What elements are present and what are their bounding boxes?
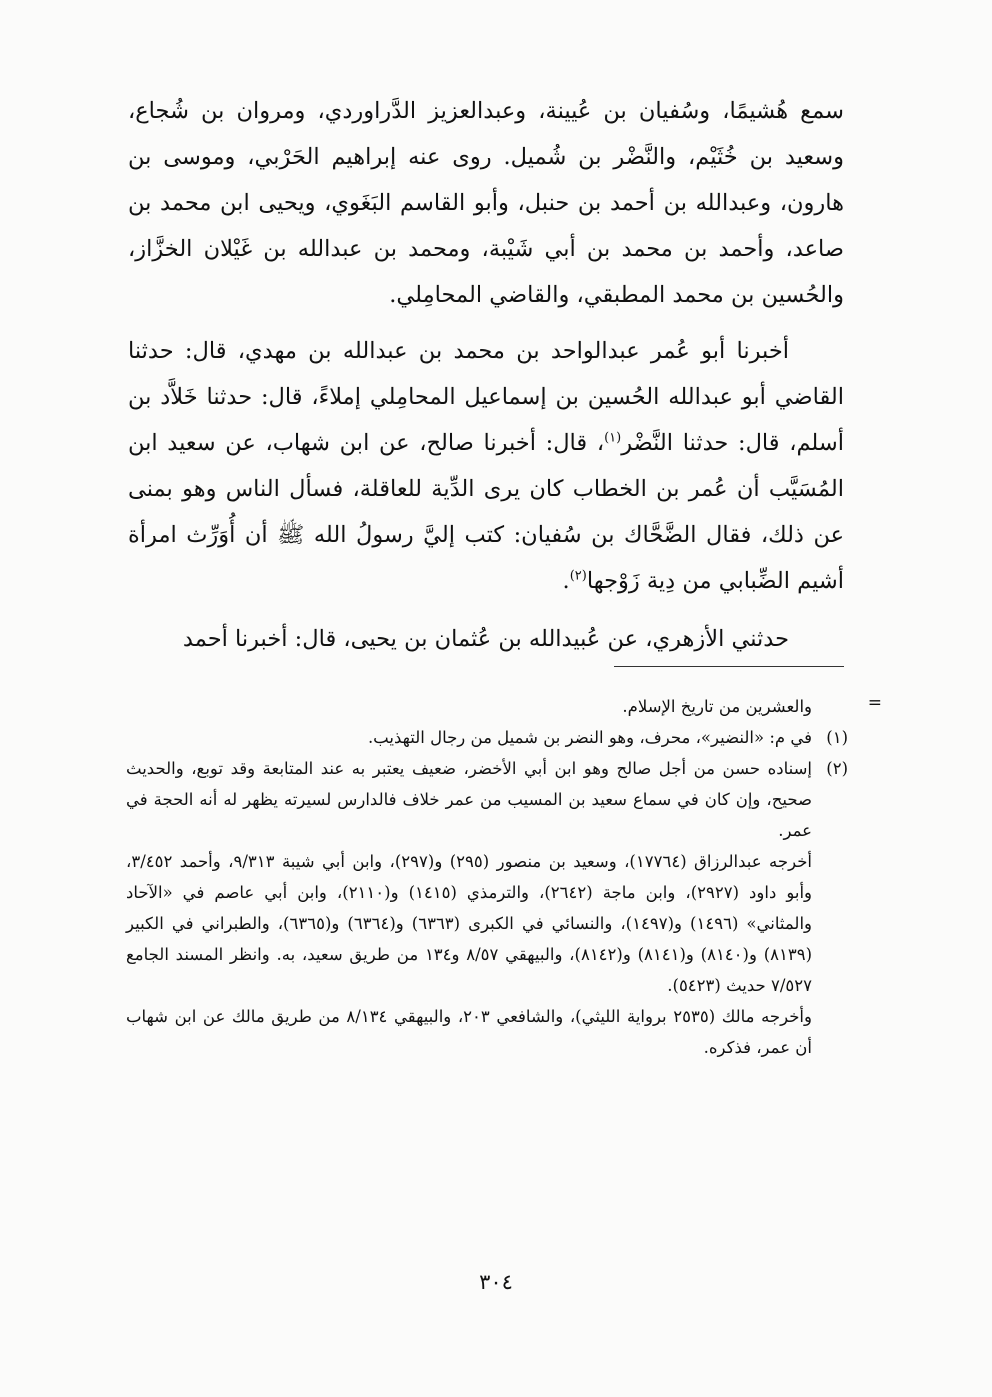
footnote-1-text: في م: «النضير»، محرف، وهو النضر بن شميل من رجال التهذيب.	[367, 728, 812, 747]
footnote-continuation: والعشرين من تاريخ الإسلام.	[622, 697, 812, 716]
isnad-paragraph: حدثني الأزهري، عن عُبيدالله بن عُثمان بن يحيى، قال: أخبرنا أحمد	[182, 626, 789, 652]
footnote-2-marker: (٢)	[826, 759, 848, 778]
footnote-ref-1[interactable]: (١)	[604, 430, 622, 446]
page-number: ٣٠٤	[479, 1270, 513, 1294]
hadith-paragraph	[128, 328, 844, 604]
footnote-ref-2[interactable]: (٢)	[569, 568, 587, 584]
hadith-text-part-1: أخبرنا أبو عُمر عبدالواحد بن محمد بن عبدالله بن مهدي، قال: حدثنا القاضي أبو عبدالله الحُسين بن إسماعيل المحامِلي إملاءً، قال: حدثنا خَلاَّد بن أسلم، قال: حدثنا النَّضْر	[128, 338, 844, 456]
hadith-text-end: .	[562, 568, 570, 594]
biography-paragraph: سمع هُشيمًا، وسُفيان بن عُيينة، وعبدالعزيز الدَّراوردي، ومروان بن شُجاع، وسعيد بن خُثَيْم، والنَّضْر بن شُميل. روى عنه إبراهيم الحَرْبي، وموسى بن هارون، وعبدالله بن أحمد بن حنبل، وأبو القاسم البَغَوي، ويحيى ابن محمد بن صاعد، وأحمد بن محمد بن أبي شَيْبة، ومحمد بن عبدالله بن غَيْلان الخزَّاز، والحُسين بن محمد المطبقي، والقاضي المحامِلي.	[128, 98, 844, 308]
footnote-1	[126, 722, 848, 753]
footnote-2-sources: أخرجه عبدالرزاق (١٧٧٦٤)، وسعيد بن منصور (٢٩٥) و(٢٩٧)، وابن أبي شيبة ٩/٣١٣، وأحمد ٣/٤٥٢، وأبو داود (٢٩٢٧)، وابن ماجة (٢٦٤٢)، والترمذي (١٤١٥) و(٢١١٠)، وابن أبي عاصم في «الآحاد والمثاني» (١٤٩٦) و(١٤٩٧)، والنسائي في الكبرى (٦٣٦٣) و(٦٣٦٤) و(٦٣٦٥)، والطبراني في الكبير (٨١٣٩) و(٨١٤٠) و(٨١٤١) و(٨١٤٢)، والبيهقي ٨/٥٧ و١٣٤ من طريق سعيد، به. وانظر المسند الجامع ٧/٥٢٧ حديث (٥٤٢٣).	[126, 852, 813, 995]
footnotes	[126, 691, 848, 1063]
continuation-mark: =	[867, 693, 882, 713]
footnote-1-marker: (١)	[826, 728, 848, 747]
footnote-2-text: إسناده حسن من أجل صالح وهو ابن أبي الأخضر، ضعيف يعتبر به عند المتابعة وقد توبع، والحديث صحيح، وإن كان في سماع سعيد بن المسيب من عمر خلاف فالدارس لسيرته يظهر له أنه الحجة في عمر.	[126, 759, 812, 840]
footnote-2	[126, 753, 848, 846]
footnote-2-sources-2: وأخرجه مالك (٢٥٣٥ برواية الليثي)، والشافعي ٢٠٣، والبيهقي ٨/١٣٤ من طريق مالك عن ابن شهاب أن عمر، فذكره.	[126, 1007, 812, 1057]
hadith-text-part-2: ، قال: أخبرنا صالح، عن ابن شهاب، عن سعيد ابن المُسَيَّب أن عُمر بن الخطاب كان يرى الدِّية للعاقلة، فسأل الناس وهو بمنى عن ذلك، فقال الضَّحَّاك بن سُفيان: كتب إليَّ رسولُ الله ﷺ أن أُوَرِّث امرأة أشيم الضِّبابي من دِية زَوْجها	[128, 430, 844, 594]
main-text	[128, 88, 844, 662]
